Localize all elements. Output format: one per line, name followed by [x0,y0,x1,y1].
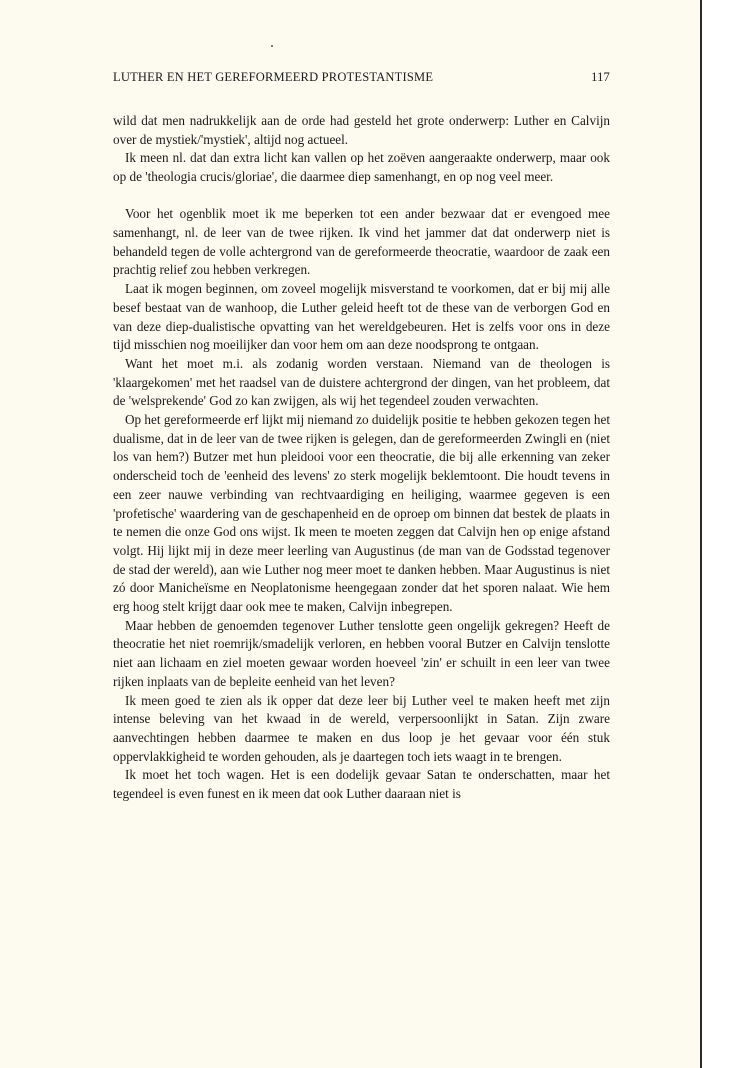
page-number: 117 [591,70,610,84]
running-title: LUTHER EN HET GEREFORMEERD PROTESTANTISME [113,70,434,84]
body-text [113,112,610,804]
paragraph-8: Ik meen goed te zien als ik opper dat deze leer bij Luther veel te maken heeft met zijn intense beleving van het kwaad in de wereld, verpersoonlijkt in Satan. Zijn zware aanvechtingen hebben daarmee te maken en dus loop je het gevaar voor één stuk oppervlakkigheid te worden gehouden, als je daartegen toch iets waagt in te brengen. [113,692,610,764]
paragraph-6: Op het gereformeerde erf lijkt mij niemand zo duidelijk positie te hebben gekozen tegen het dualisme, dat in de leer van de twee rijken is gelegen, dan de gereformeerden Zwingli en (niet los van hem?) Butzer met hun pleidooi voor een theocratie, die bij alle erkenning van zeker onderscheid toch de 'eenheid des levens' zo sterk mogelijk beklemtoont. Die houdt tevens in een zeer nauwe verbinding van rechtvaardiging en heiliging, waarmee gegeven is een 'profetische' waardering van de geschapenheid en de oproep om binnen dat bestek de plaats in te nemen die onze God ons wijst. Ik meen te moeten zeggen dat Calvijn hen op enige afstand volgt. Hij lijkt mij in deze meer leerling van Augustinus (de man van de Godsstad tegenover de stad der wereld), aan wie Luther nog meer moet te danken hebben. Maar Augustinus is niet zó door Manicheïsme en Neoplatonisme heengegaan zonder dat het sporen nalaat. Wie hem erg hoog stelt krijgt daar ook mee te maken, Calvijn inbegrepen. [113,412,610,615]
paragraph-7: Maar hebben de genoemden tegenover Luther tenslotte geen ongelijk gekregen? Heeft de theocratie het niet roemrijk/smadelijk verloren, en hebben vooral Butzer en Calvijn tenslotte niet aan lichaam en ziel moeten gewaar worden hoeveel 'zin' er schuilt in een leer van twee rijken inplaats van de bepleite eenheid van het leven? [113,617,610,689]
scan-speck [271,45,273,47]
paragraph-1: wild dat men nadrukkelijk aan de orde had gesteld het grote onderwerp: Luther en Calvijn over de mystiek/'mystiek', altijd nog actueel. [113,113,610,147]
page-edge-line [700,0,702,1068]
paragraph-5: Want het moet m.i. als zodanig worden verstaan. Niemand van de theologen is 'klaargekomen' met het raadsel van de duistere achtergrond der dingen, van het probleem, dat de 'welsprekende' God zo kan zwijgen, als wij het tegendeel zouden verwachten. [113,355,610,409]
running-header [113,70,610,90]
scan-margin [700,0,738,1068]
paragraph-2: Ik meen nl. dat dan extra licht kan vallen op het zoëven aangeraakte onderwerp, maar ook op de 'theologia crucis/gloriae', die daarmee diep samenhangt, en op nog veel meer. [113,150,610,185]
paragraph-9: Ik moet het toch wagen. Het is een dodelijk gevaar Satan te onderschatten, maar het tegendeel is even funest en ik meen dat ook Luther daaraan niet is [113,767,610,802]
paragraph-4: Laat ik mogen beginnen, om zoveel mogelijk misverstand te voorkomen, dat er bij mij alle besef bestaat van de wanhoop, die Luther geleid heeft tot de these van de verborgen God en van deze diep-dualistische opvatting van het wereldgebeuren. Het is zelfs voor ons in deze tijd misschien nog moeilijker dan voor hem om aan deze noodsprong te ontgaan. [113,281,610,353]
paragraph-3: Voor het ogenblik moet ik me beperken tot een ander bezwaar dat er evengoed mee samenhangt, nl. de leer van de twee rijken. Ik vind het jammer dat dat onderwerp niet is behandeld tegen de volle achtergrond van de gereformeerde theocratie, waardoor de zaak een prachtig relief zou hebben verkregen. [113,206,610,278]
